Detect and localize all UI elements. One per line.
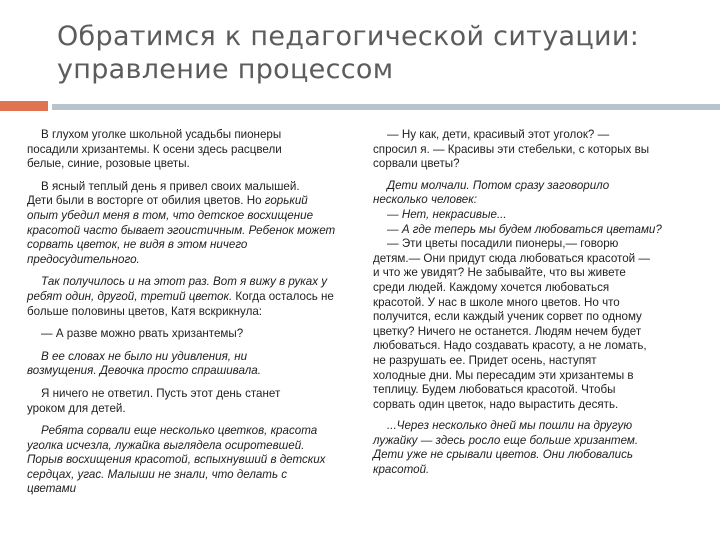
text-line: и что же увидят? Не забывайте, что вы живете (373, 266, 626, 280)
text-line: сорвать цветок, не видя в этом ничего (27, 238, 248, 252)
left-paragraph-3 (27, 275, 362, 319)
accent-bar (0, 101, 48, 111)
left-paragraph-6 (27, 387, 362, 416)
text-line: Я ничего не ответил. Пусть этот день станет (41, 386, 281, 400)
left-paragraph-5 (27, 350, 362, 379)
text-line: среди людей. Каждому хочется любоваться (373, 280, 610, 294)
title-line-1: Обратимся к педагогической ситуации: (57, 21, 640, 52)
text-line: Дети уже не срывали цветов. Они любовались (373, 448, 634, 462)
right-paragraph-2 (373, 179, 693, 237)
text-line: теплицу. Будем любоваться красотой. Чтобы (373, 383, 616, 397)
text-line: ...Через несколько дней мы пошли на другую (387, 419, 633, 433)
text-line: посадили хризантемы. К осени здесь расцвели (27, 142, 282, 156)
text-span-italic: ребят один, другой, третий цветок. (27, 289, 233, 303)
text-line: — А где теперь мы будем любоваться цветами? (387, 222, 662, 236)
text-line: несколько человек: (373, 193, 477, 207)
text-line: цветами (27, 482, 77, 496)
text-line: Так получилось и на этот раз. Вот я вижу в руках у (41, 275, 328, 289)
text-line: спросил я. — Красивы эти стебельки, с которых вы (373, 142, 650, 156)
right-paragraph-1 (373, 128, 693, 172)
text-line: любоваться. Надо создавать красоту, а не ломать, (373, 339, 647, 353)
left-paragraph-1 (27, 128, 362, 172)
text-line: цветку? Ничего не останется. Людям нечем будет (373, 324, 642, 338)
text-line: В ясный теплый день я привел своих малышей. (41, 179, 300, 193)
slide-title (57, 20, 707, 86)
title-line-2: управление процессом (57, 54, 394, 85)
text-line: не разрушать ее. Придет осень, наступят (373, 353, 597, 367)
text-line: холодные дни. Мы пересадим эти хризантемы в (373, 368, 634, 382)
left-column (27, 128, 362, 505)
text-line: — Нет, некрасивые... (387, 207, 507, 221)
title-rule (52, 104, 720, 110)
text-span-italic: горький (264, 194, 308, 208)
text-line: детям.— Они придут сюда любоваться красотой — (373, 251, 650, 265)
text-line: красотой часто бывает эгоистичным. Ребенок может (27, 223, 336, 237)
text-line: В глухом уголке школьной усадьбы пионеры (41, 128, 282, 141)
text-line: белые, синие, розовые цветы. (27, 157, 190, 171)
right-column (373, 128, 693, 485)
text-line: В ее словах не было ни удивления, ни (41, 349, 248, 363)
text-line: возмущения. Девочка просто спрашивала. (27, 364, 261, 378)
text-line: сердцах, угас. Малыши не знали, что делать с (27, 467, 288, 481)
text-line (27, 194, 362, 209)
right-paragraph-3 (373, 237, 693, 412)
text-line: сорвали цветы? (373, 157, 460, 171)
right-paragraph-4 (373, 419, 693, 477)
text-line: — А разве можно рвать хризантемы? (41, 327, 244, 341)
text-line: уроком для детей. (27, 401, 126, 415)
text-line: — Эти цветы посадили пионеры,— говорю (387, 237, 619, 251)
text-line (27, 290, 362, 305)
text-line: — Ну как, дети, красивый этот уголок? — (387, 128, 610, 141)
text-span: Дети были в восторге от обилия цветов. Но (27, 194, 265, 208)
text-line: опыт убедил меня в том, что детское восхищение (27, 208, 314, 222)
text-line: сорвать один цветок, надо вырастить десять. (373, 397, 619, 411)
left-paragraph-4 (27, 327, 362, 342)
text-line: больше половины цветов, Катя вскрикнула: (27, 304, 263, 318)
text-line: Дети молчали. Потом сразу заговорило (387, 178, 610, 192)
text-line: уголка исчезла, лужайка выглядела осиротевшей. (27, 438, 305, 452)
text-line: Порыв восхищения красотой, вспыхнувший в детских (27, 453, 326, 467)
left-paragraph-7 (27, 424, 362, 497)
text-line: лужайку — здесь росло еще больше хризантем. (373, 433, 639, 447)
text-line: Ребята сорвали еще несколько цветков, красота (41, 424, 318, 438)
text-span: Когда осталось не (232, 289, 334, 303)
text-line: предосудительного. (27, 252, 140, 266)
left-paragraph-2 (27, 180, 362, 268)
text-line: получится, если каждый ученик сорвет по одному (373, 310, 642, 324)
text-line: красотой. У нас в школе много цветов. Но что (373, 295, 620, 309)
text-line: красотой. (373, 463, 430, 477)
